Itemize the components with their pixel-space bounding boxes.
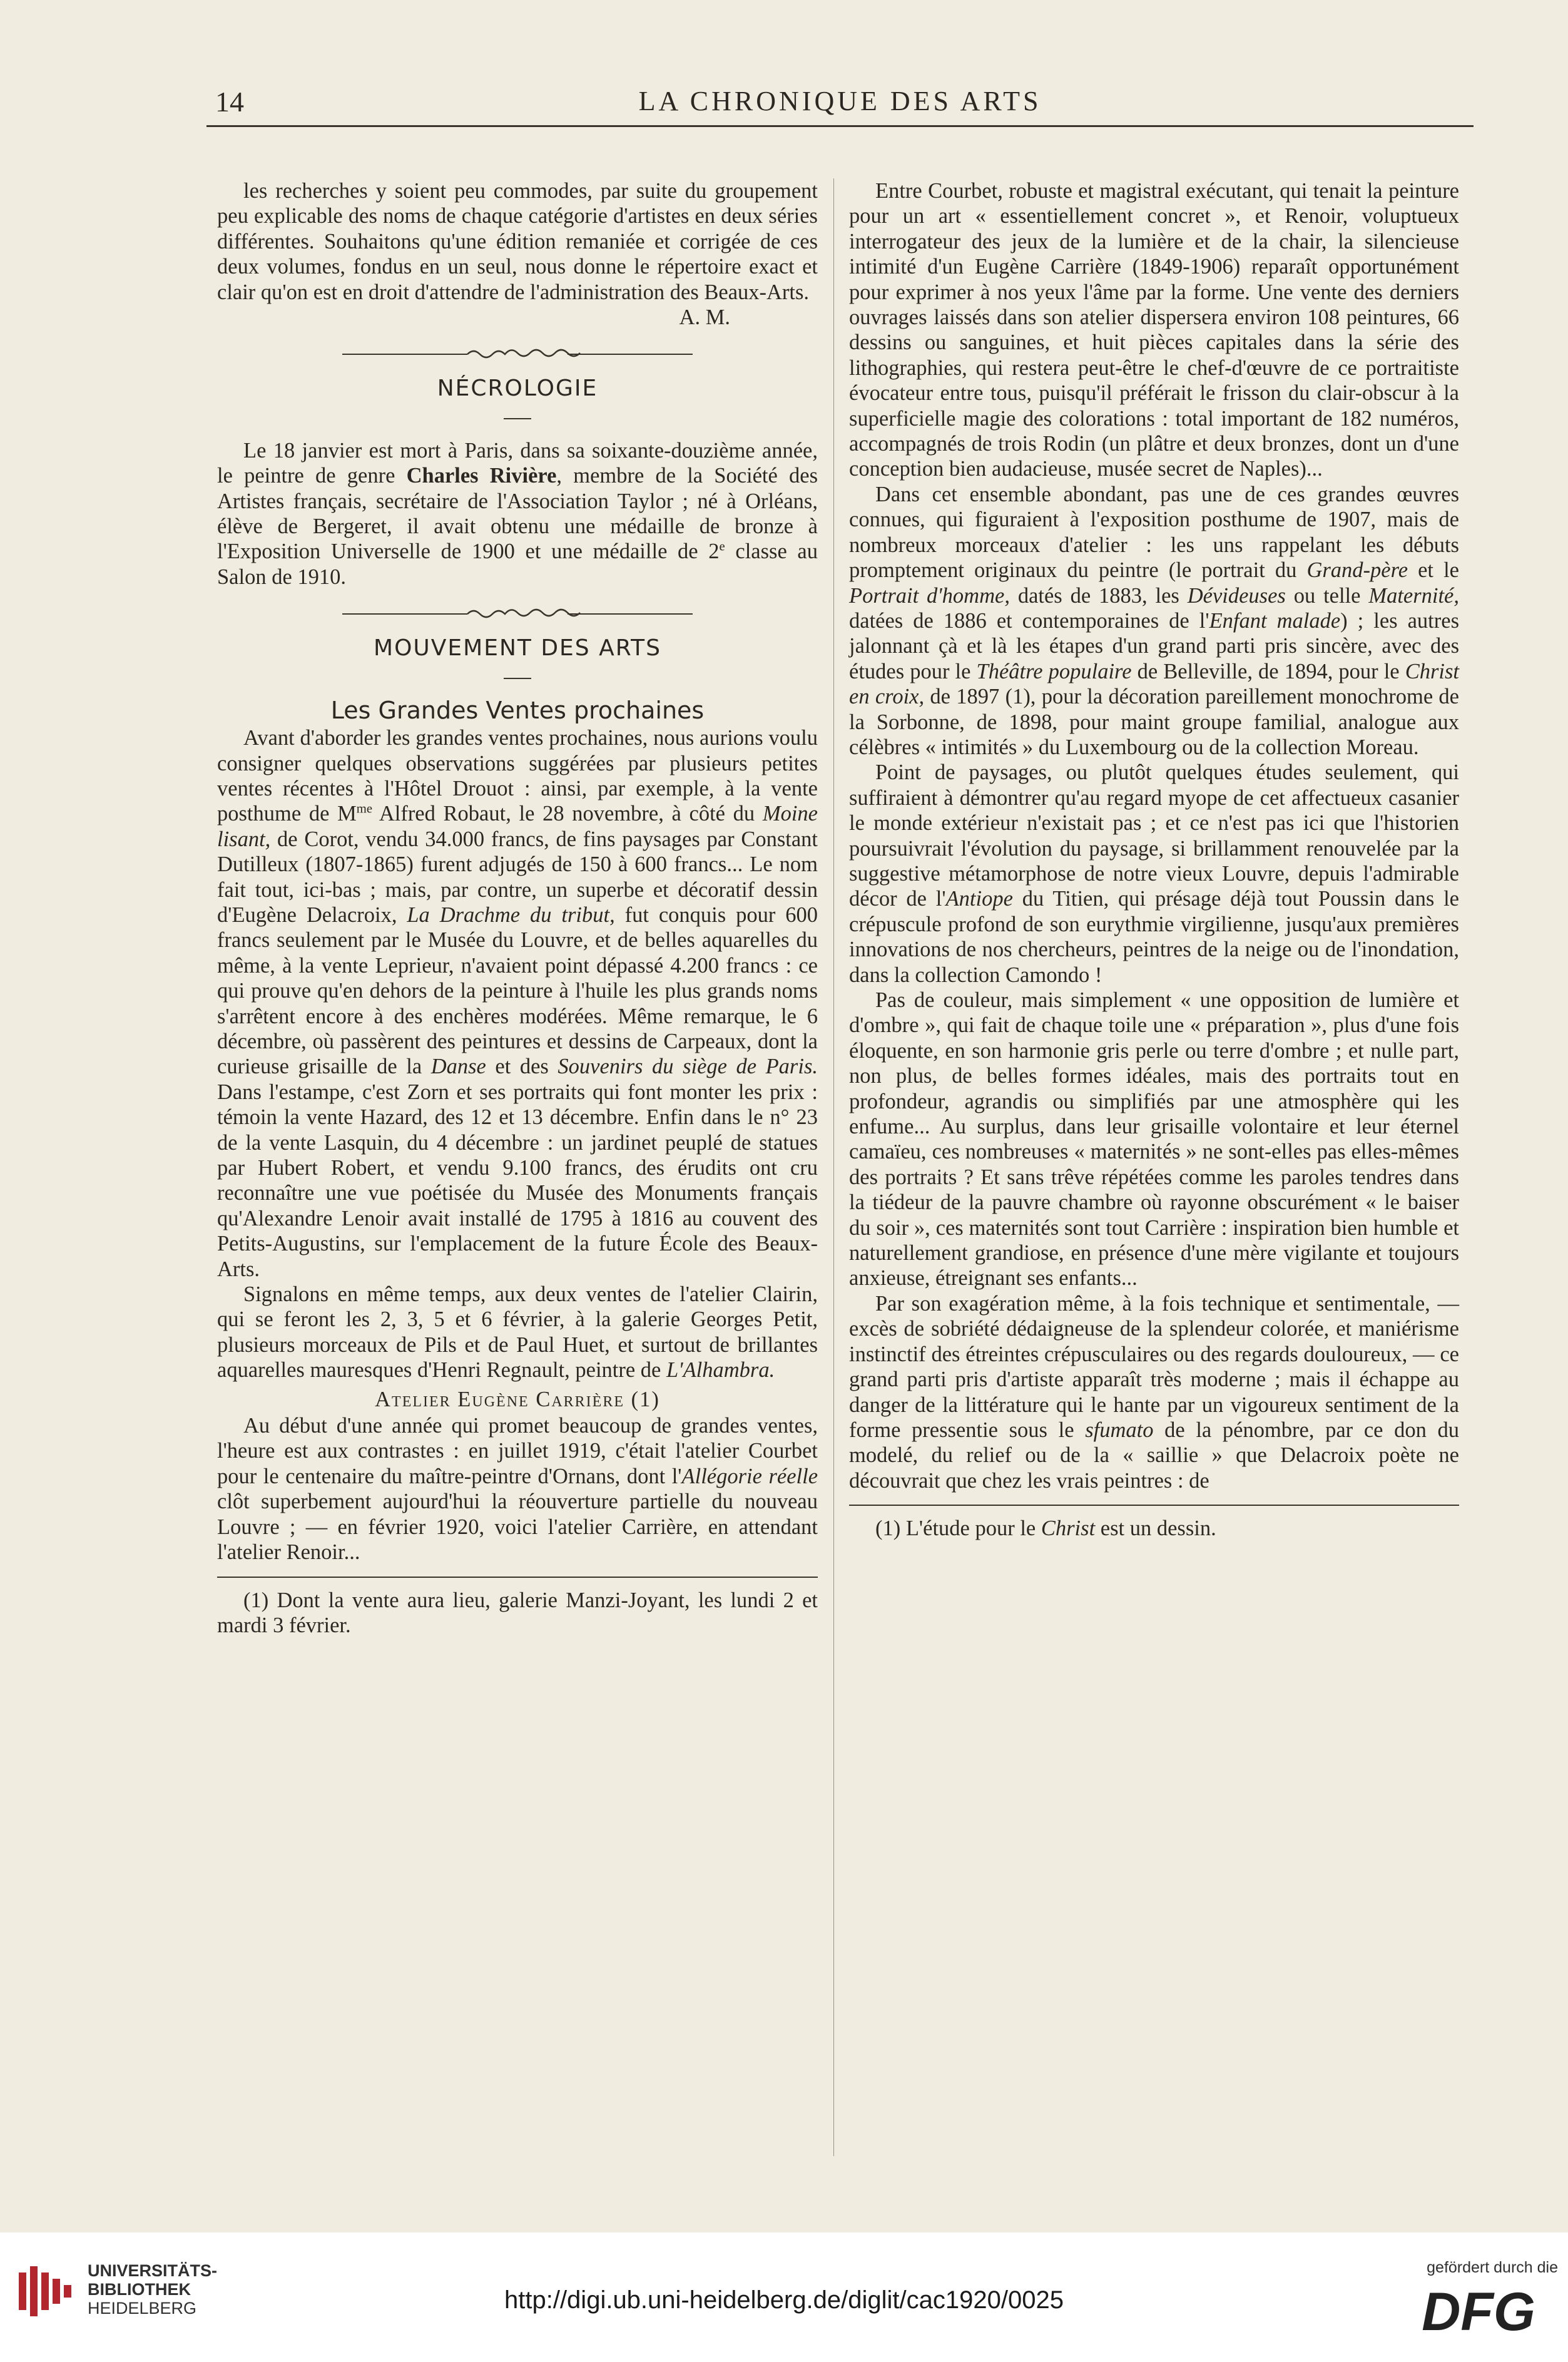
- necrologie-heading: NÉCROLOGIE: [437, 376, 598, 402]
- footnote-rule: [217, 1577, 818, 1578]
- necrologie-paragraph: Le 18 janvier est mort à Paris, dans sa soixante-douzième année, le peintre de genre Charles Rivière, membre de la Société des Artistes français, secrétaire de l'Association Taylor ; né à Orléans, élève de Bergeret, il avait obtenu une médaille de bronze à l'Exposition Universelle de 1900 et une médaille de 2e classe au Salon de 1910.: [217, 438, 818, 589]
- running-title: LA CHRONIQUE DES ARTS: [638, 86, 1042, 116]
- carriere-paragraph-4: Pas de couleur, mais simplement « une opposition de lumière et d'ombre », qui fait de chaque toile une « préparation », plus d'une fois éloquente, en son harmonie gris perle ou terre d'ombre ; et nulle part, non plus, de belles formes idéales, mais des portraits tout en profondeur, agrandis ou simplifiés par une atmosphère qui les enfume... Au surplus, dans leur grisaille volontaire et leur éternel camaïeu, ces nombreuses « maternités » ne sont-elles pas elles-mêmes des portraits ? Et sans trêve répétées comme les paroles tendres dans la tiédeur de la pauvre chambre où rayonne obscurément « le baiser du soir », ces maternités sont tout Carrière : inspiration bien humble et naturellement grandiose, en présence d'une mère vigilante et toujours anxieuse, étreignant ses enfants...: [849, 988, 1459, 1291]
- ornament-divider: [342, 346, 693, 362]
- footnote: (1) Dont la vente aura lieu, galerie Manzi-Joyant, les lundi 2 et mardi 3 février.: [217, 1588, 818, 1637]
- ventes-paragraph-3: Au début d'une année qui promet beaucoup de grandes ventes, l'heure est aux contrastes : en juillet 1919, c'était l'atelier Courbet pour le centenaire du maître-peintre d'Ornans, dont l'Allégorie réelle clôt superbement aujourd'hui la réouverture partielle du nouveau Louvre ; — en février 1920, voici l'atelier Carrière, en attendant l'atelier Renoir...: [217, 1414, 818, 1565]
- permalink-url[interactable]: http://digi.ub.uni-heidelberg.de/diglit/cac1920/0025: [504, 2286, 1064, 2314]
- carriere-paragraph-3: Point de paysages, ou plutôt quelques études seulement, qui suffiraient à démontrer qu'au regard myope de cet affectueux casanier le monde extérieur n'existait pas ; et ce n'est pas ici que l'historien poursuivrait l'évolution du paysage, si brillamment renouvelée par la suggestive métamorphose de notre vieux Louvre, depuis l'admirable décor de l'Antiope du Titien, qui présage déjà tout Poussin dans le crépuscule profond de son eurythmie virgilienne, jusqu'aux premières innovations de nos chercheurs, peintres de la neige ou de l'inondation, dans la collection Camondo !: [849, 760, 1459, 987]
- carriere-paragraph-5: Par son exagération même, à la fois technique et sentimentale, — excès de sobriété dédaigneuse de la splendeur colorée, et maniérisme instinctif des étreintes crépusculaires ou des regards douloureux, — ce grand parti pris d'artiste apparaît très moderne ; mais il échappe au danger de la littérature qui le hante par un vigoureux sentiment de la forme pressentie sous le sfumato de la pénombre, par ce don du modelé, du relief ou de la « saillie » que Delacroix poète ne découvrait que chez les vrais peintres : de: [849, 1291, 1460, 1493]
- artist-name: Charles Rivière: [406, 464, 557, 488]
- digitization-footer: [0, 2232, 1568, 2362]
- carriere-paragraph-1: Entre Courbet, robuste et magistral exécutant, qui tenait la peinture pour un art « essentiellement concret », et Renoir, voluptueux interrogateur des jeux de la lumière et de la chair, la silencieuse intimité d'un Eugène Carrière (1849-1906) reparaît opportunément pour exprimer à nos yeux l'âme par la forme. Une vente des derniers ouvrages laissés dans son atelier dispersera environ 108 peintures, 66 dessins ou sanguines, et huit pièces capitales dans la série des lithographies, qui restera peut-être le chef-d'œuvre de ce portraitiste évocateur entre tous, puisqu'il préférait le frisson du clair-obscur à la superficielle magie des colorations : total important de 182 numéros, accompagnés de trois Rodin (un plâtre et deux bronzes, dont un d'une conception bien audacieuse, musée secret de Naples)...: [849, 179, 1459, 481]
- funder-note: gefördert durch die: [1427, 2259, 1558, 2276]
- ornament-divider: [342, 606, 693, 622]
- ventes-heading: Les Grandes Ventes prochaines: [330, 696, 705, 724]
- mouvement-heading: MOUVEMENT DES ARTS: [374, 635, 661, 662]
- running-head: [206, 81, 1474, 127]
- atelier-heading: Atelier Eugène Carrière (1): [375, 1387, 660, 1411]
- column-divider: [833, 178, 834, 2156]
- heading-rule: [504, 418, 531, 419]
- carriere-paragraph-2: Dans cet ensemble abondant, pas une de ces grandes œuvres connues, qui figuraient à l'exposition posthume de 1907, mais de nombreux morceaux d'atelier : les uns rappelant les débuts promptement originaux du peintre (le portrait du Grand-père et le Portrait d'homme, datés de 1883, les Dévideuses ou telle Maternité, datées de 1886 et contemporaines de l'Enfant malade) ; les autres jalonnant çà et là les étapes d'un grand parti pris sincère, avec des études pour le Théâtre populaire de Belleville, de 1894, pour le Christ en croix, de 1897 (1), pour la décoration pareillement monochrome de la Sorbonne, de 1898, pour maint groupe familial, analogue aux célèbres « intimités » du Luxembourg ou de la collection Moreau.: [849, 482, 1460, 759]
- heading-rule: [504, 678, 531, 679]
- ventes-paragraph-2: Signalons en même temps, aux deux ventes de l'atelier Clairin, qui se feront les 2, 3, 5 et 6 février, à la galerie Georges Petit, plusieurs morceaux de Pils et de Paul Huet, et surtout de brillantes aquarelles mauresques d'Henri Regnault, peintre de L'Alhambra.: [217, 1282, 818, 1383]
- left-column: [217, 178, 818, 2150]
- page-number: 14: [215, 86, 244, 118]
- university-name: UNIVERSITÄTS- BIBLIOTHEK HEIDELBERG: [88, 2261, 218, 2318]
- footnote: (1) L'étude pour le Christ est un dessin.: [875, 1516, 1216, 1541]
- intro-paragraph: les recherches y soient peu commodes, par suite du groupement peu explicable des noms de chaque catégorie d'artistes en deux séries différentes. Souhaitons qu'une édition remaniée et corrigée de ces deux volumes, fondus en un seul, nous donne le répertoire exact et clair qu'on est en droit d'attendre de l'administration des Beaux-Arts.: [217, 179, 818, 304]
- dfg-logo-icon: [1400, 2283, 1557, 2339]
- ventes-paragraph-1: Avant d'aborder les grandes ventes prochaines, nous aurions voulu consigner quelques observations suggérées par plusieurs petites ventes récentes à l'Hôtel Drouot : ainsi, par exemple, à la vente posthume de $M^{me}$ Alfred Robaut, le 28 novembre, à côté du Moine lisant, de Corot, vendu 34.000 francs, de fins paysages par Constant Dutilleux (1807-1865) furent adjugés de 150 à 600 francs... Le nom fait tout, ici-bas ; mais, par contre, un superbe et décoratif dessin d'Eugène Delacroix, La Drachme du tribut, fut conquis pour 600 francs seulement par le Musée du Louvre, et de belles aquarelles du même, à la vente Leprieur, n'avaient point dépassé 4.200 francs : ce qui prouve qu'en dehors de la peinture à l'huile les plus grands noms s'arrêtent encore à des enchères modérées. Même remarque, le 6 décembre, où passèrent des peintures et dessins de Carpeaux, dont la curieuse grisaille de la Danse et des Souvenirs du siège de Paris. Dans l'estampe, c'est Zorn et ses portraits qui font monter les prix : témoin la vente Hazard, des 12 et 13 décembre. Enfin dans le n° 23 de la vente Lasquin, du 4 décembre : un jardinet peuplé de statues par Hubert Robert, et vendu 9.100 francs, des érudits ont cru reconnaître une vue poétisée du Musée des Monuments français qu'Alexandre Lenoir avait installé de 1795 à 1816 au couvent des Petits-Augustins, sur l'emplacement de la future École des Beaux-Arts.: [217, 726, 818, 1281]
- svg-text:DFG: DFG: [1422, 2283, 1535, 2339]
- right-column: [849, 178, 1459, 2150]
- signature: A. M.: [679, 305, 730, 330]
- footnote-rule: [849, 1505, 1459, 1506]
